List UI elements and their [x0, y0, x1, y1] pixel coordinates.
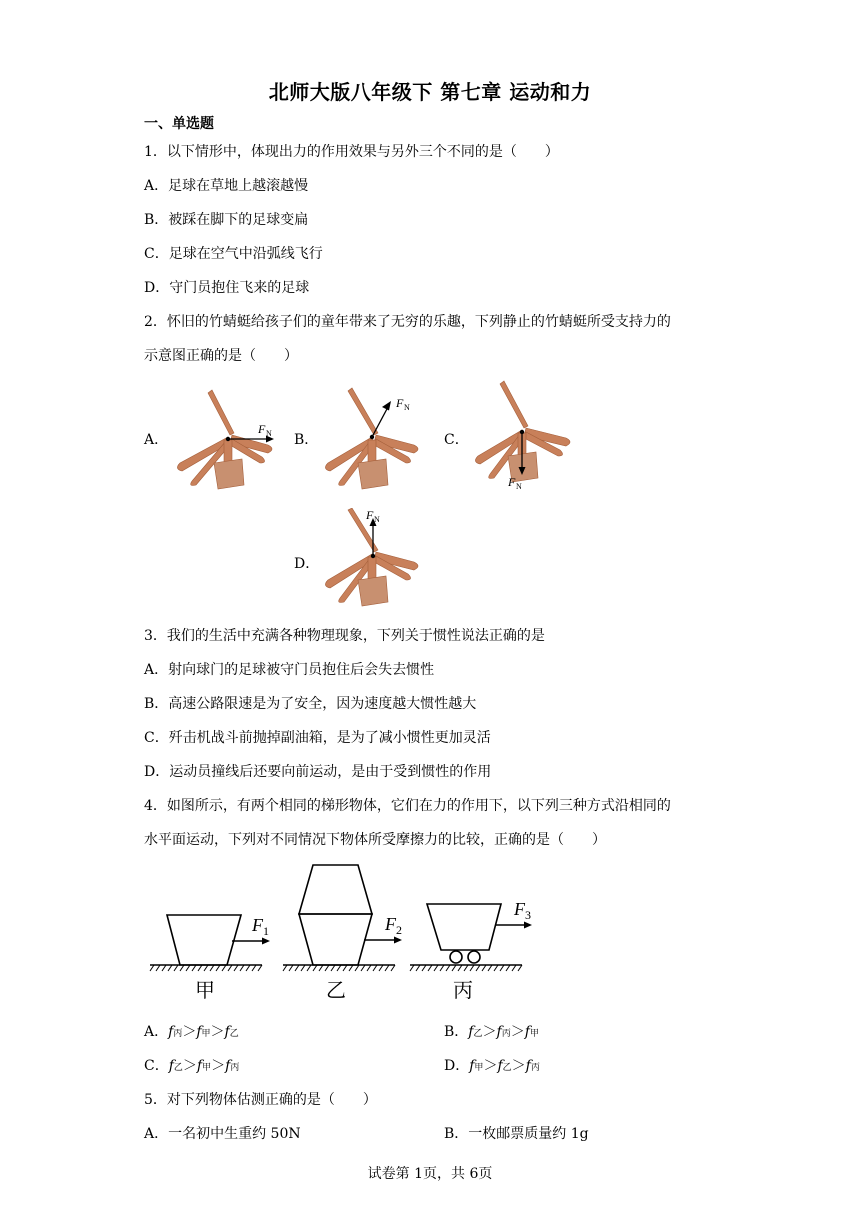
question-4-stem-line1: 4．如图所示，有两个相同的梯形物体，它们在力的作用下，以下列三种方式沿相同的 — [144, 798, 671, 814]
caption-jia: 甲 — [195, 980, 215, 1002]
page-footer: 试卷第 1页，共 6页 — [367, 1166, 493, 1182]
question-4-option-a: A．f丙＞f甲＞f乙 — [144, 1024, 239, 1040]
question-3-option-c: C．歼击机战斗前抛掉副油箱，是为了减小惯性更加灵活 — [144, 730, 491, 746]
question-2-option-d-label: D． — [294, 556, 320, 572]
dragonfly-figure-d — [318, 508, 438, 612]
question-1-stem: 1．以下情形中，体现出力的作用效果与另外三个不同的是（ ） — [144, 144, 559, 160]
question-5-stem: 5．对下列物体估测正确的是（ ） — [144, 1092, 377, 1108]
force-label-f2: F — [385, 914, 396, 934]
trapezoid-yi — [283, 865, 396, 971]
caption-yi: 乙 — [326, 980, 346, 1002]
question-2-option-a-label: A． — [144, 432, 169, 448]
question-3-option-a: A．射向球门的足球被守门员抱住后会失去惯性 — [144, 662, 435, 678]
question-4-option-c: C．f乙＞f甲＞f丙 — [144, 1058, 240, 1074]
dragonfly-figure-a — [170, 385, 290, 495]
svg-text:1: 1 — [263, 924, 269, 938]
svg-text:N: N — [516, 482, 522, 491]
question-5-option-a: A．一名初中生重约 50N — [144, 1126, 301, 1142]
question-2-option-b-label: B． — [294, 432, 319, 448]
svg-text:N: N — [266, 429, 272, 438]
page-title: 北师大版八年级下 第七章 运动和力 — [268, 80, 592, 104]
svg-text:N: N — [374, 515, 380, 524]
question-1-option-d: D．守门员抱住飞来的足球 — [144, 280, 310, 296]
force-label-f3: F — [514, 899, 525, 919]
force-label-c: F — [508, 475, 516, 489]
force-label-f1: F — [252, 915, 263, 935]
svg-text:3: 3 — [525, 908, 531, 922]
question-4-option-d: D．f甲＞f乙＞f丙 — [444, 1058, 540, 1074]
svg-text:N: N — [404, 403, 410, 412]
question-2-option-c-label: C． — [444, 432, 469, 448]
question-4-stem-line2: 水平面运动，下列对不同情况下物体所受摩擦力的比较，正确的是（ ） — [144, 832, 606, 848]
trapezoid-jia — [150, 915, 264, 971]
question-2-stem-line2: 示意图正确的是（ ） — [144, 348, 298, 364]
question-1-option-b: B．被踩在脚下的足球变扁 — [144, 212, 309, 228]
question-5-option-b: B．一枚邮票质量约 1g — [444, 1126, 589, 1142]
force-label-a: F — [258, 422, 266, 436]
question-2-stem-line1: 2．怀旧的竹蜻蜓给孩子们的童年带来了无穷的乐趣，下列静止的竹蜻蜓所受支持力的 — [144, 314, 671, 330]
question-1-option-a: A．足球在草地上越滚越慢 — [144, 178, 309, 194]
question-4-option-b: B．f乙＞f丙＞f甲 — [444, 1024, 539, 1040]
section-heading: 一、单选题 — [144, 116, 214, 132]
friction-diagram — [140, 858, 540, 1003]
dragonfly-figure-b — [318, 385, 438, 495]
force-label-d: F — [366, 508, 374, 522]
dragonfly-figure-c — [470, 380, 590, 492]
svg-text:2: 2 — [396, 923, 402, 937]
question-3-option-b: B．高速公路限速是为了安全，因为速度越大惯性越大 — [144, 696, 477, 712]
question-3-option-d: D．运动员撞线后还要向前运动，是由于受到惯性的作用 — [144, 764, 492, 780]
caption-bing: 丙 — [453, 980, 473, 1002]
question-3-stem: 3．我们的生活中充满各种物理现象，下列关于惯性说法正确的是 — [144, 628, 545, 644]
trapezoid-bing — [410, 904, 526, 971]
question-1-option-c: C．足球在空气中沿弧线飞行 — [144, 246, 323, 262]
force-label-b: F — [396, 396, 404, 410]
